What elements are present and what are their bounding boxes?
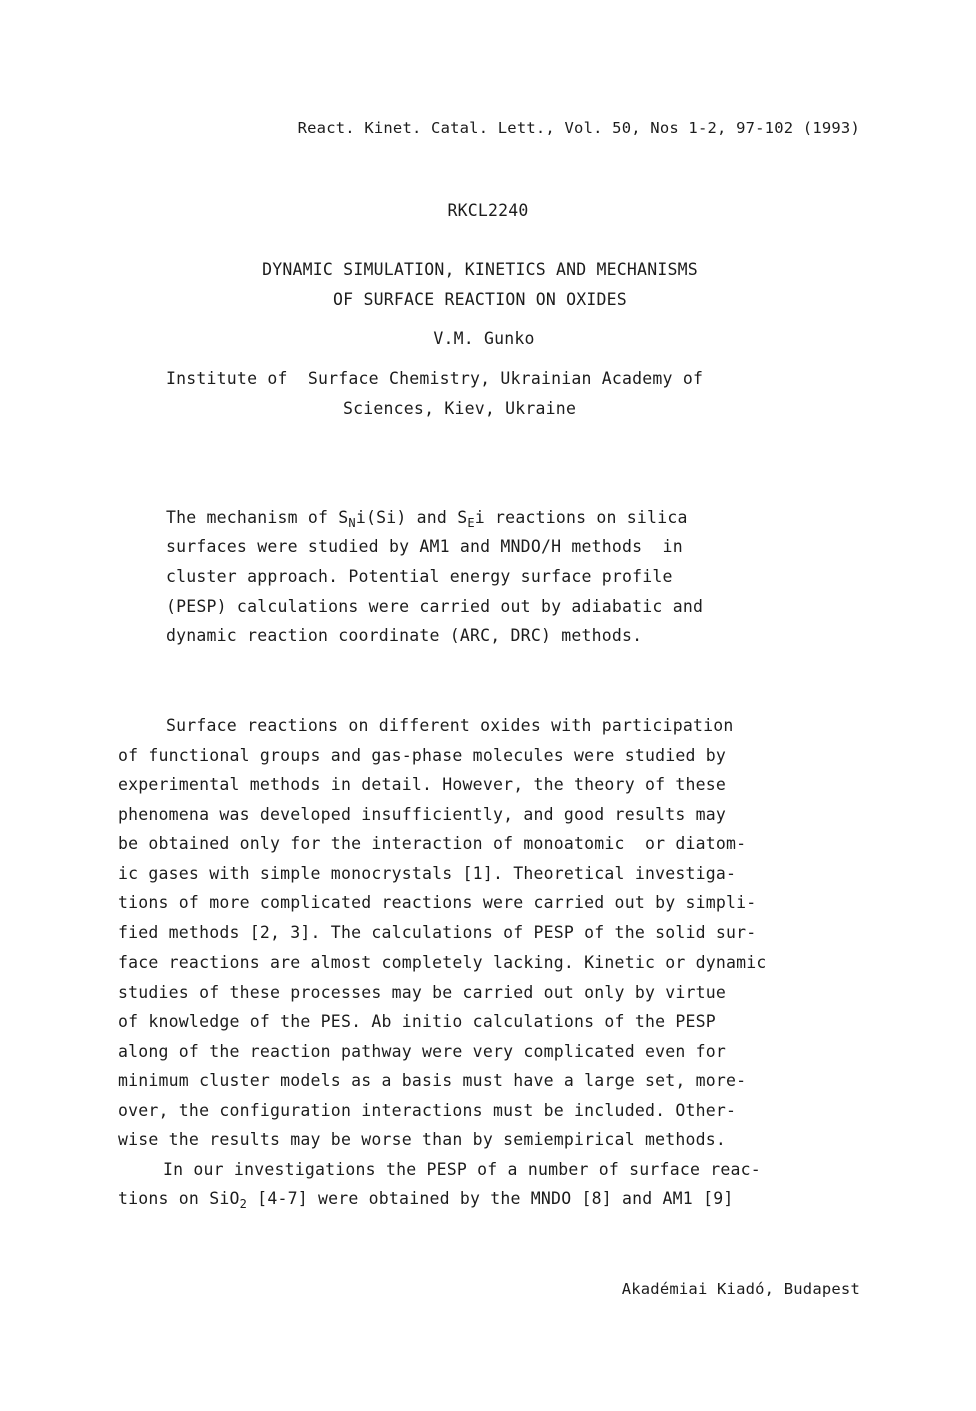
body-line: of knowledge of the PES. Ab initio calculations of the PESP (118, 1012, 716, 1031)
paper-title-line-1: DYNAMIC SIMULATION, KINETICS AND MECHANISMS (262, 260, 698, 279)
abstract-line-5: dynamic reaction coordinate (ARC, DRC) methods. (166, 626, 643, 645)
body-line: over, the configuration interactions must be included. Other- (118, 1101, 737, 1120)
author-name: V.M. Gunko (433, 329, 535, 348)
abstract-line-3: cluster approach. Potential energy surface profile (166, 567, 673, 586)
abstract-line-2: surfaces were studied by AM1 and MNDO/H methods in (166, 537, 683, 556)
affiliation-line-1: Institute of Surface Chemistry, Ukrainian Academy of (166, 369, 704, 388)
body-line: be obtained only for the interaction of monoatomic or diatom- (118, 834, 747, 853)
body-line: fied methods [2, 3]. The calculations of PESP of the solid sur- (118, 923, 757, 942)
body-line: minimum cluster models as a basis must have a large set, more- (118, 1071, 747, 1090)
affiliation-line-2: Sciences, Kiev, Ukraine (343, 399, 577, 418)
body-line: In our investigations the PESP of a number of surface reac- (163, 1160, 761, 1179)
paper-code: RKCL2240 (447, 201, 529, 220)
body-line: wise the results may be worse than by semiempirical methods. (118, 1130, 727, 1149)
publisher-imprint: Akadémiai Kiadó, Budapest (621, 1280, 860, 1298)
body-line: face reactions are almost completely lacking. Kinetic or dynamic (118, 953, 767, 972)
body-line: tions on SiO$_2$ [4-7] were obtained by the MNDO [8] and AM1 [9] (118, 1189, 734, 1211)
body-line: of functional groups and gas-phase molecules were studied by (118, 746, 727, 765)
journal-citation: React. Kinet. Catal. Lett., Vol. 50, Nos 1-2, 97-102 (1993) (297, 119, 860, 137)
body-line: phenomena was developed insufficiently, and good results may (118, 805, 727, 824)
body-line: Surface reactions on different oxides with participation (166, 716, 734, 735)
abstract-line-4: (PESP) calculations were carried out by adiabatic and (166, 597, 704, 616)
abstract-line-1: The mechanism of $S_Ni(Si)$ and $S_Ei$ reactions on silica (166, 508, 688, 530)
body-line: experimental methods in detail. However, the theory of these (118, 775, 727, 794)
body-line: along of the reaction pathway were very complicated even for (118, 1042, 727, 1061)
body-line: studies of these processes may be carried out only by virtue (118, 983, 727, 1002)
body-line: tions of more complicated reactions were carried out by simpli- (118, 893, 757, 912)
paper-title-line-2: OF SURFACE REACTION ON OXIDES (333, 290, 627, 309)
body-line: ic gases with simple monocrystals [1]. Theoretical investiga- (118, 864, 737, 883)
